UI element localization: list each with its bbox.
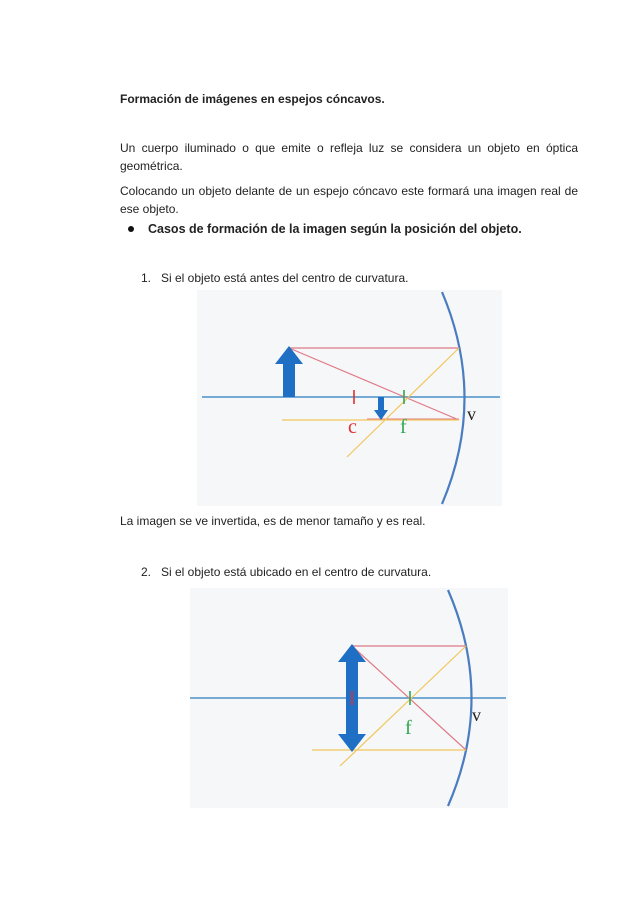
bullet-text: Casos de formación de la imagen según la posición del objeto.: [148, 222, 522, 236]
label-v: v: [467, 404, 476, 424]
case-2-item: [141, 565, 431, 579]
figure-1-diagram: [197, 290, 502, 506]
case-1-number: 1.: [141, 271, 152, 285]
figure-2-diagram: [190, 588, 508, 808]
case-1-item: [141, 271, 408, 285]
case-2-text: Si el objeto está ubicado en el centro de curvatura.: [161, 565, 432, 579]
bullet-item: [128, 222, 522, 236]
label-f: f: [405, 717, 412, 739]
intro-paragraph: Un cuerpo iluminado o que emite o refleja luz se considera un objeto en óptica geométrica.: [120, 141, 578, 173]
label-f: f: [400, 416, 407, 438]
bullet-icon: [128, 226, 134, 232]
label-c: c: [348, 416, 357, 438]
case-2-number: 2.: [141, 565, 152, 579]
label-v: v: [472, 705, 481, 725]
figure-1-caption: La imagen se ve invertida, es de menor tamaño y es real.: [120, 514, 426, 528]
case-1-text: Si el objeto está antes del centro de curvatura.: [161, 271, 409, 285]
second-paragraph: Colocando un objeto delante de un espejo cóncavo este formará una imagen real de ese objeto.: [120, 184, 578, 216]
document-title: Formación de imágenes en espejos cóncavos.: [120, 92, 385, 106]
